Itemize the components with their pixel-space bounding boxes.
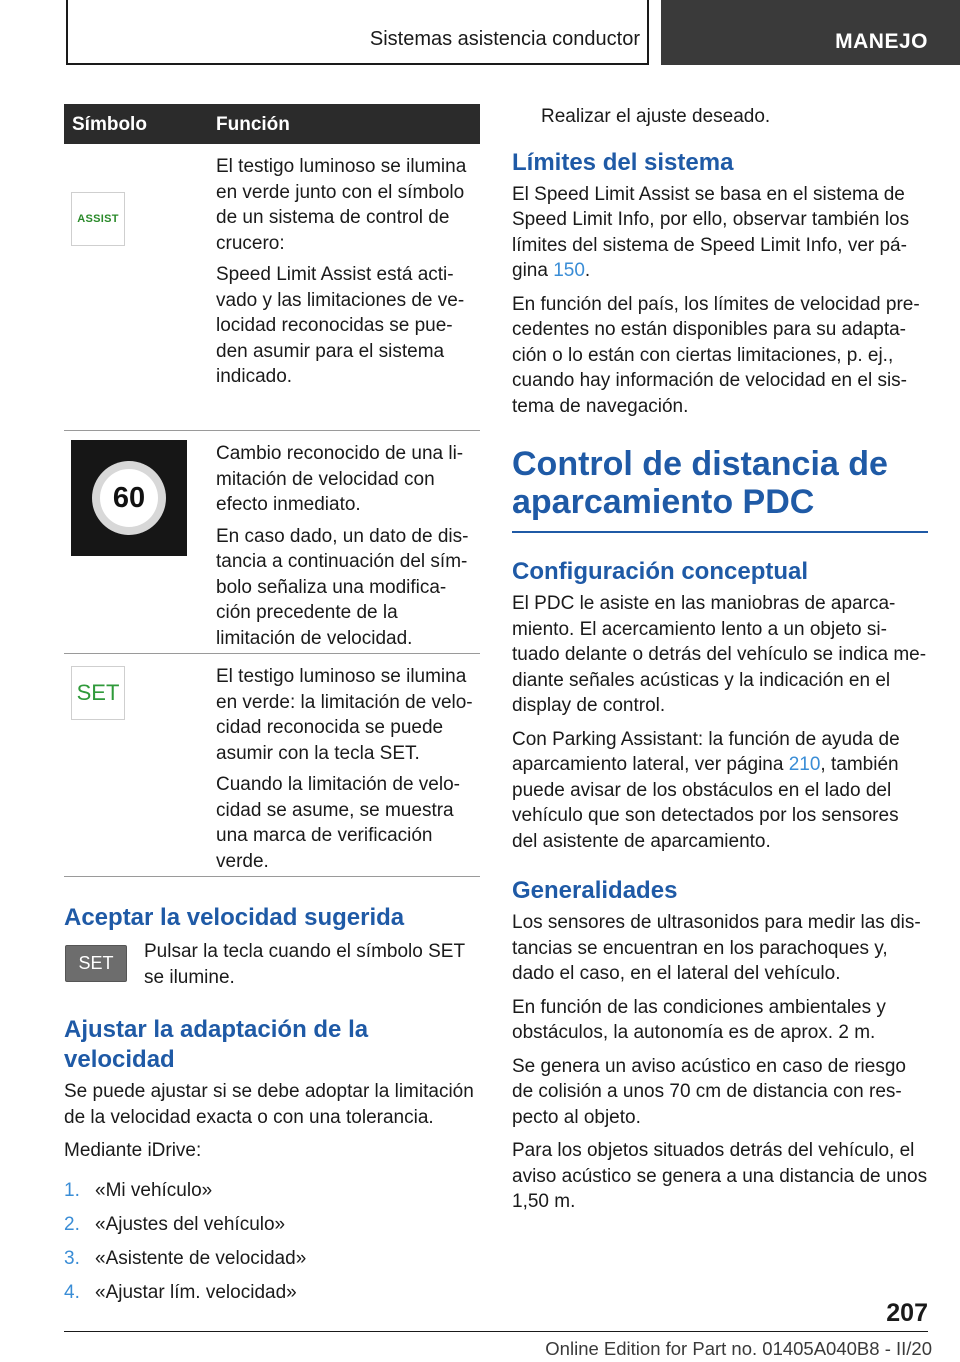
- concept-text-1: El PDC le asiste en las maniobras de aparca-miento. El acercamiento lento a un objeto si-tuado delante o detrás del vehículo se indica me-diante señales acústicas y la indicación en el display de control.: [512, 593, 927, 716]
- set-icon-label: SET: [76, 680, 120, 705]
- assist-indicator-icon: [71, 192, 125, 246]
- page-link-150[interactable]: 150: [553, 260, 585, 281]
- step-number: 3.: [64, 1247, 80, 1269]
- step-text: «Ajustes del vehículo»: [95, 1213, 286, 1235]
- row2-text-2: En caso dado, un dato de dis-tancia a continuación del sím-bolo señaliza una modifica-ción precedente de la limitación de velocidad.: [216, 525, 469, 649]
- set-key-icon: [65, 945, 127, 982]
- limits-text-1: [512, 182, 928, 284]
- speed-limit-value: 60: [100, 469, 158, 527]
- header-chapter-label: MANEJO: [835, 30, 928, 53]
- header-rule-bottom: [66, 63, 649, 65]
- table-row: [64, 144, 480, 431]
- limits-text-1-start: El Speed Limit Assist se basa en el sistema de Speed Limit Info, por ello, observar también los límites del sistema de Speed Limit Info, ver pá-gina: [512, 183, 910, 281]
- table-col-symbol: Símbolo: [72, 114, 147, 135]
- step-number: 2.: [64, 1213, 80, 1235]
- general-text-4: Para los objetos situados detrás del vehículo, el aviso acústico se genera a una distancia de unos 1,50 m.: [512, 1140, 928, 1212]
- list-item: [64, 1212, 480, 1237]
- right-column: [512, 104, 928, 1223]
- set-key-label: SET: [78, 953, 114, 973]
- adjust-final-step: Realizar el ajuste deseado.: [541, 106, 771, 127]
- step-text: «Asistente de velocidad»: [95, 1247, 307, 1269]
- general-text-1: Los sensores de ultrasonidos para medir las dis-tancias se encuentran en los parachoques y, dado el caso, en el lateral del vehículo.: [512, 912, 921, 984]
- header-rule-right: [647, 0, 649, 64]
- row2-text-1: Cambio reconocido de una li-mitación de velocidad con efecto inmediato.: [216, 443, 464, 515]
- list-item: [64, 1178, 480, 1203]
- left-column: [64, 104, 480, 1314]
- adjust-speed-heading: Ajustar la adaptación de la velocidad: [64, 1016, 369, 1073]
- row3-text-1: El testigo luminoso se ilumina en verde: la limitación de velo-cidad reconocida se puede asumir con la tecla SET.: [216, 666, 473, 764]
- header-rule-left: [66, 0, 68, 64]
- accept-text: Pulsar la tecla cuando el símbolo SET se ilumine.: [144, 941, 465, 988]
- list-item: [64, 1246, 480, 1271]
- row1-text-2: Speed Limit Assist está acti-vado y las limitaciones de ve-locidad reconocidas se pue-den asumir para el sistema indicado.: [216, 264, 465, 387]
- table-row: [64, 431, 480, 654]
- row3-text-2: Cuando la limitación de velo-cidad se asume, se muestra una marca de verificación verde.: [216, 774, 460, 872]
- general-text-2: En función de las condiciones ambientales y obstáculos, la autonomía es de aprox. 2 m.: [512, 996, 886, 1043]
- concept-text-2-start: Con Parking Assistant: la función de ayuda de aparcamiento lateral, ver página: [512, 728, 900, 775]
- speed-limit-60-icon: [71, 440, 187, 556]
- system-limits-heading: Límites del sistema: [512, 148, 734, 176]
- step-text: «Ajustar lím. velocidad»: [95, 1281, 297, 1303]
- footer-rule: [64, 1331, 928, 1332]
- general-heading: Generalidades: [512, 877, 678, 904]
- assist-icon-label: ASSIST: [77, 213, 119, 225]
- adjust-text: Se puede ajustar si se debe adoptar la limitación de la velocidad exacta o con una tolerancia.: [64, 1081, 474, 1128]
- page-number: 207: [886, 1299, 928, 1327]
- header-section-title: Sistemas asistencia conductor: [369, 28, 640, 50]
- list-item: [64, 1280, 480, 1305]
- page-link-210[interactable]: 210: [788, 754, 821, 775]
- row1-text-1: El testigo luminoso se ilumina en verde junto con el símbolo de un sistema de control de crucero:: [216, 156, 467, 254]
- general-text-3: Se genera un aviso acústico en caso de riesgo de colisión a unos 70 cm de distancia con res-pecto al objeto.: [512, 1055, 906, 1128]
- limits-text-1-end: .: [584, 260, 591, 281]
- step-number: 4.: [64, 1281, 80, 1303]
- symbol-table-header: [64, 104, 480, 144]
- pdc-chapter-title: Control de distancia de aparcamiento PDC: [512, 445, 888, 521]
- limits-text-2: En función del país, los límites de velocidad pre-cedentes no están disponibles para su adapta-ción o lo están con ciertas limitaciones, p. ej., cuando hay información de velocidad en el sis-tema de navegación.: [512, 293, 920, 417]
- concept-text-2: [512, 727, 928, 855]
- table-row: [64, 654, 480, 877]
- header-chapter-tab[interactable]: [661, 0, 960, 65]
- concept-text-2-end: , también puede avisar de los obstáculos en el lado del vehículo que son detectados por los sensores del asistente de aparcamiento.: [512, 754, 899, 852]
- footer-edition: Online Edition for Part no. 01405A040B8 - II/20: [545, 1338, 932, 1359]
- step-text: «Mi vehículo»: [95, 1179, 213, 1201]
- step-number: 1.: [64, 1179, 80, 1201]
- concept-heading: Configuración conceptual: [512, 558, 809, 585]
- accept-speed-heading: Aceptar la velocidad sugerida: [64, 904, 405, 931]
- idrive-steps: [64, 1178, 480, 1305]
- set-indicator-icon: [71, 666, 125, 720]
- table-col-function: Función: [216, 114, 290, 135]
- idrive-intro: Mediante iDrive:: [64, 1140, 202, 1161]
